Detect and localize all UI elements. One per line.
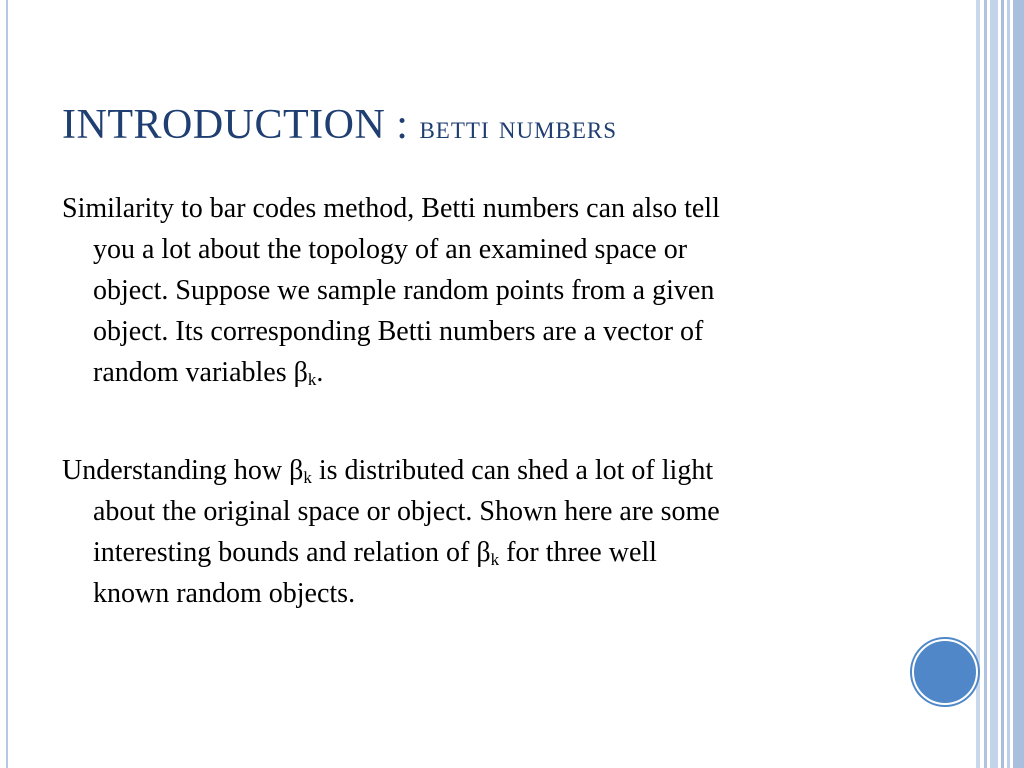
text-segment: for three well	[499, 537, 657, 568]
text-segment: Understanding how β	[62, 455, 304, 486]
decorative-circle	[912, 639, 978, 705]
right-border-stripe	[1007, 0, 1010, 768]
right-border-stripe	[984, 0, 987, 768]
text-line: object. Suppose we sample random points from a given	[93, 275, 715, 306]
subscript: k	[490, 550, 500, 569]
right-border-stripe	[990, 0, 998, 768]
text-segment: interesting bounds and relation of β	[93, 537, 491, 568]
paragraph-betti-intro	[62, 188, 882, 393]
title-subtitle: betti numbers	[419, 110, 618, 146]
text-line-with-subscript	[62, 532, 882, 573]
text-line-with-subscript	[62, 352, 882, 393]
text-line: Similarity to bar codes method, Betti numbers can also tell	[62, 193, 720, 224]
text-segment: is distributed can shed a lot of light	[311, 455, 714, 486]
left-border	[6, 0, 8, 768]
paragraph-distribution	[62, 450, 882, 614]
slide-title	[62, 104, 617, 146]
subscript: k	[303, 468, 312, 487]
right-border-stripe	[1001, 0, 1004, 768]
text-line-with-subscript	[62, 450, 882, 491]
right-border-stripe	[976, 0, 980, 768]
title-main: INTRODUCTION :	[62, 102, 420, 148]
right-border-stripe	[1013, 0, 1024, 768]
text-segment: random variables β	[93, 357, 308, 388]
subscript: k	[307, 370, 317, 389]
text-line: about the original space or object. Shown here are some	[93, 496, 720, 527]
text-line: known random objects.	[93, 578, 356, 609]
text-line: object. Its corresponding Betti numbers are a vector of	[93, 316, 704, 347]
text-line: you a lot about the topology of an examined space or	[93, 234, 688, 265]
text-segment: .	[316, 357, 324, 388]
